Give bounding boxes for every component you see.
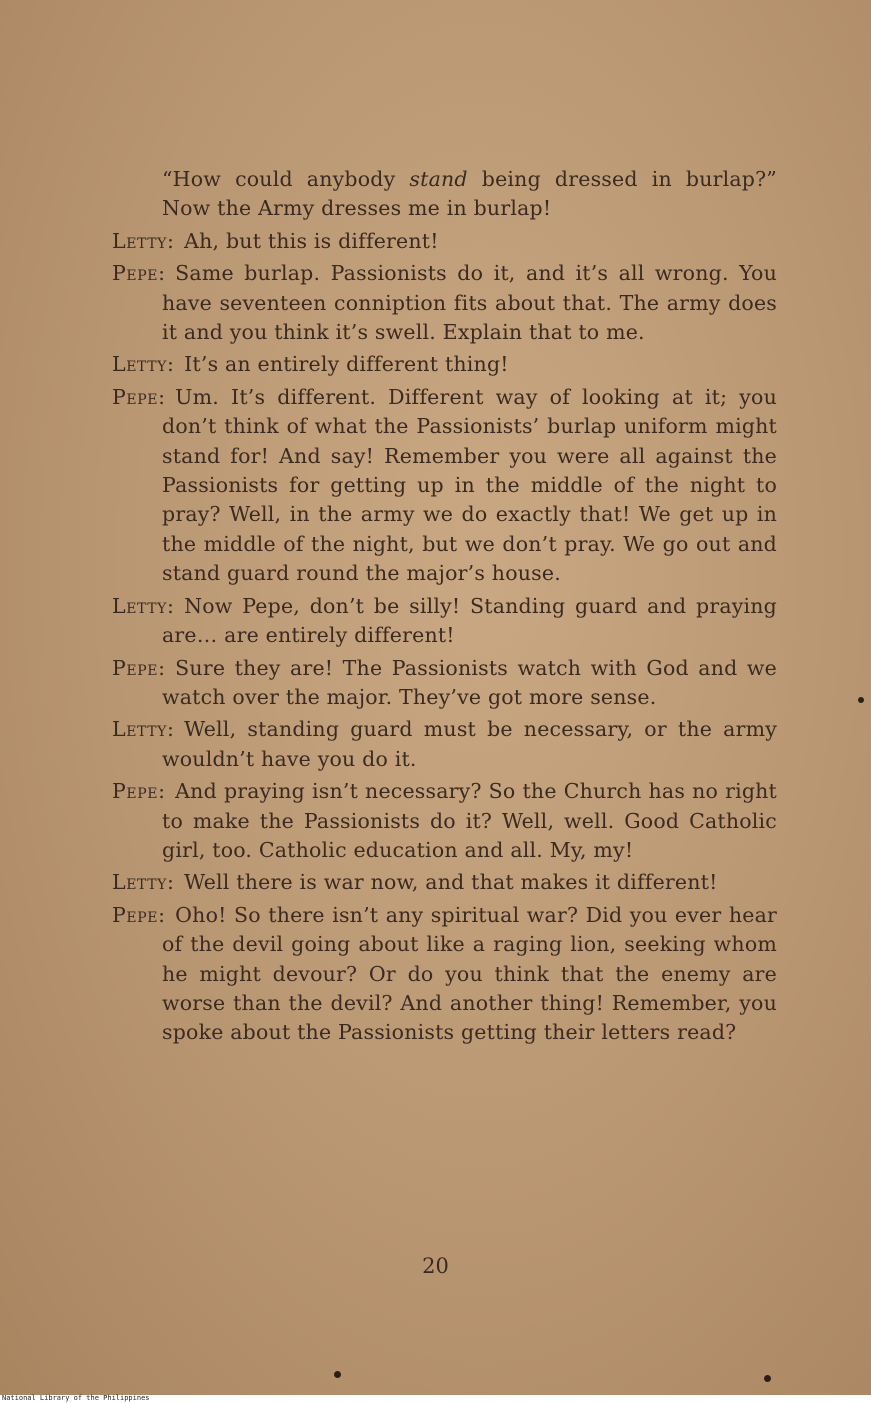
- speck-dot: [858, 697, 864, 703]
- speaker-name: Letty: [112, 593, 168, 618]
- dialogue-line: Pepe: Um. It’s different. Different way of looking at it; you don’t think of what the Passionists’ burlap uniform might stand for! And say! Remember you were all against the Passionists for getting up in the middle of the night to pray? Well, in the army we do exactly that! We get up in the middle of the night, but we don’t pray. We go out and stand guard round the major’s house.: [112, 384, 777, 586]
- speech-text: Well, standing guard must be necessary, or the army wouldn’t have you do it.: [162, 717, 777, 771]
- speaker-name: Letty: [112, 228, 168, 253]
- speck-dot: [764, 1375, 771, 1382]
- speaker-name: Pepe: [112, 261, 159, 286]
- speaker-name: Pepe: [112, 384, 159, 409]
- footer-credit: National Library of the Philippines: [0, 1395, 871, 1403]
- dialogue-line: Pepe: Sure they are! The Passionists watch with God and we watch over the major. They’ve got more sense.: [112, 655, 777, 709]
- dialogue-line: Letty: It’s an entirely different thing!: [112, 352, 509, 377]
- dialogue-line: Letty: Well there is war now, and that makes it different!: [112, 870, 718, 895]
- speech-text: Sure they are! The Passionists watch with God and we watch over the major. They’ve got more sense.: [162, 655, 777, 709]
- speaker-name: Pepe: [112, 655, 159, 680]
- speech-text: Well there is war now, and that makes it different!: [184, 870, 718, 895]
- opening-lines: “How could anybody stand being dressed in burlap?” Now the Army dresses me in burlap!: [162, 167, 777, 221]
- dialogue-line: Letty: Ah, but this is different!: [112, 228, 439, 253]
- dialogue-line: Letty: Now Pepe, don’t be silly! Standing guard and praying are… are entirely different!: [112, 593, 777, 648]
- dialogue-line: Pepe: Oho! So there isn’t any spiritual war? Did you ever hear of the devil going about like a raging lion, seeking whom he might devour? Or do you think that the enemy are worse than the devil? And another thing! Remember, you spoke about the Passionists getting their letters read?: [112, 902, 777, 1045]
- speech-text: Same burlap. Passionists do it, and it’s all wrong. You have seventeen conniption fits about that. The army does it and you think it’s swell. Explain that to me.: [162, 261, 777, 345]
- page-number: 20: [422, 1254, 449, 1278]
- speck-dot: [334, 1371, 341, 1378]
- speech-text: And praying isn’t necessary? So the Church has no right to make the Passionists do it? Well, well. Good Catholic girl, too. Catholic education and all. My, my!: [162, 779, 777, 862]
- speech-text: Oho! So there isn’t any spiritual war? Did you ever hear of the devil going about like a raging lion, seeking whom he might devour? Or do you think that the enemy are worse than the devil? And another thing! Remember, you spoke about the Passionists getting their letters read?: [162, 902, 777, 1045]
- dialogue-line: Pepe: And praying isn’t necessary? So the Church has no right to make the Passionists do it? Well, well. Good Catholic girl, too. Catholic education and all. My, my!: [112, 779, 777, 862]
- speaker-name: Letty: [112, 717, 168, 742]
- dialogue-text: [112, 165, 777, 1051]
- speaker-name: Pepe: [112, 779, 159, 804]
- emphasis-word: stand: [409, 167, 468, 191]
- speech-text: Ah, but this is different!: [184, 228, 439, 253]
- dialogue-line: Letty: Well, standing guard must be necessary, or the army wouldn’t have you do it.: [112, 717, 777, 771]
- speaker-name: Letty: [112, 352, 168, 377]
- speaker-name: Letty: [112, 870, 168, 895]
- dialogue-list: [112, 227, 777, 1048]
- dialogue-line: Pepe: Same burlap. Passionists do it, and it’s all wrong. You have seventeen conniption fits about that. The army does it and you think it’s swell. Explain that to me.: [112, 261, 777, 345]
- speech-text: Now Pepe, don’t be silly! Standing guard and praying are… are entirely different!: [162, 593, 777, 648]
- speech-text: It’s an entirely different thing!: [184, 352, 509, 377]
- speech-text: Um. It’s different. Different way of looking at it; you don’t think of what the Passionists’ burlap uniform might stand for! And say! Remember you were all against the Passionists for getting up in the middle of the night to pray? Well, in the army we do exactly that! We get up in the middle of the night, but we don’t pray. We go out and stand guard round the major’s house.: [162, 384, 777, 586]
- speaker-name: Pepe: [112, 902, 159, 927]
